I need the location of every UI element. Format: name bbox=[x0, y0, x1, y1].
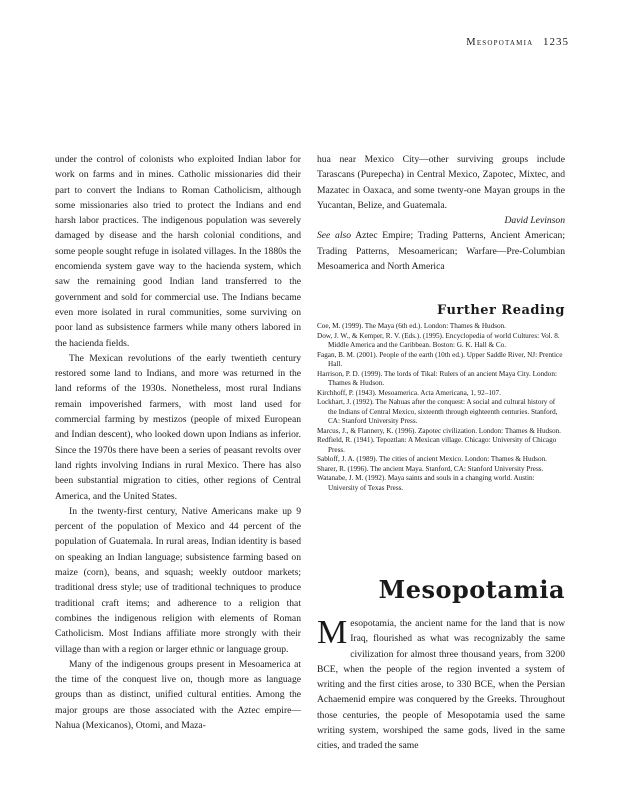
drop-cap: M bbox=[317, 614, 348, 651]
reference-item: Harrison, P. D. (1999). The lords of Tikal: Rulers of an ancient Maya City. London: Thames & Hudson. bbox=[317, 369, 557, 387]
body-paragraph: The Mexican revolutions of the early twentieth century restored some land to Indians, and more was returned in the land reforms of the 1930s. Nonetheless, most rural Indians remain impoverished farmers, with most land used for commercial farming by mestizos (people of mixed European and Indian descent), who looked down upon Indians as inferior. Since the 1970s there have been a series of peasant revolts over land rights involving Indians in rural Mexico. There has also been substantial migration to cities, other regions of Central America, and the United States. bbox=[55, 352, 301, 502]
article-first-paragraph bbox=[317, 616, 565, 754]
see-also-label: See also bbox=[317, 230, 352, 242]
reference-item: Redfield, R. (1941). Tepoztlan: A Mexican village. Chicago: University of Chicago Press. bbox=[317, 436, 557, 454]
running-header bbox=[466, 36, 569, 48]
body-paragraph: In the twenty-first century, Native Americans make up 9 percent of the population of Mexico and 44 percent of the population of Guatemala. In rural areas, Indian identity is based on speaking an Indian language; subsistence farming based on maize (corn), beans, and squash; weekly outdoor markets; traditional dress style; use of traditional techniques to produce traditional craft items; and adherence to a religion that combines the indigenous religion with elements of Roman Catholicism. Most Indians affiliate more strongly with their village than with a region or larger ethnic or language group. bbox=[55, 505, 301, 655]
body-paragraph: under the control of colonists who exploited Indian labor for work on farms and in mines. Catholic missionaries did their part to convert the Indians to Roman Catholicism, although some missionaries also tried to protect the Indians and end harsh labor practices. The indigenous population was severely damaged by disease and the harsh colonial conditions, and some people sought refuge in isolated villages. In the 1880s the encomienda system gave way to the hacienda system, which saw the remaining good Indian land transferred to the government and sold for commercial use. The Indians became even more isolated in rural communities, some surviving on poor land as subsistence farmers while many others labored in the hacienda fields. bbox=[55, 154, 301, 349]
running-title: Mesopotamia bbox=[466, 37, 534, 48]
reference-item: Lockhart, J. (1992). The Nahuas after the conquest: A social and cultural history of the Indians of Central Mexico, sixteenth through eighteenth centuries. Stanford, CA: Stanford University Press. bbox=[317, 398, 558, 425]
right-column bbox=[317, 152, 565, 274]
article-body bbox=[317, 616, 565, 754]
reference-list bbox=[317, 322, 565, 493]
reference-item: Watanabe, J. M. (1992). Maya saints and souls in a changing world. Austin: University of Texas Press. bbox=[317, 474, 535, 492]
body-paragraph-continued: hua near Mexico City—other surviving groups include Tarascans (Purepecha) in Central Mexico, Zapotec, Mixtec, and Mazatec in Oaxaca, and some twenty-one Mayan groups in the Yucantan, Belize, and Guatemala. bbox=[317, 154, 565, 211]
reference-item: Sharer, R. (1996). The ancient Maya. Stanford, CA: Stanford University Press. bbox=[317, 464, 544, 473]
reference-item: Kirchhoff, P. (1943). Mesoamerica. Acta Americana, 1, 92–107. bbox=[317, 388, 501, 397]
reference-item: Coe, M. (1999). The Maya (6th ed.). London: Thames & Hudson. bbox=[317, 322, 506, 330]
article-text: esopotamia, the ancient name for the land that is now Iraq, flourished as what was recognizably the same civilization for almost three thousand years, from 3200 BCE, when the people of the region invented a system of writing and the first cities arose, to 330 BCE, when the Persian Achaemenid empire was conquered by the Greeks. Throughout those centuries, the people of Mesopotamia used the same writing system, worshiped the same gods, lived in the same cities, and traded the same bbox=[317, 618, 565, 752]
reference-item: Dow, J. W., & Kemper, R. V. (Eds.). (1995). Encyclopedia of world Cultures: Vol. 8. Middle America and the Caribbean. Boston: G. K. Hall & Co. bbox=[317, 331, 560, 349]
article-title: Mesopotamia bbox=[378, 575, 565, 604]
further-reading-heading: Further Reading bbox=[437, 303, 565, 318]
author-signature: David Levinson bbox=[504, 215, 565, 227]
left-column bbox=[55, 152, 301, 733]
reference-item: Sabloff, J. A. (1989). The cities of ancient Mexico. London: Thames & Hudson. bbox=[317, 455, 547, 463]
page-number: 1235 bbox=[543, 36, 569, 48]
reference-item: Marcus, J., & Flannery, K. (1996). Zapotec civilization. London: Thames & Hudson. bbox=[317, 426, 561, 435]
reference-item: Fagan, B. M. (2001). People of the earth (10th ed.). Upper Saddle River, NJ: Prentice Hall. bbox=[317, 350, 563, 368]
see-also bbox=[317, 228, 565, 274]
body-paragraph: Many of the indigenous groups present in Mesoamerica at the time of the conquest live on, though more as language groups than as distinct, unified cultural entities. Among the major groups are those associated with the Aztec empire—Nahua (Mexicanos), Otomi, and Maza- bbox=[55, 658, 301, 731]
see-also-text: Aztec Empire; Trading Patterns, Ancient American; Trading Patterns, Mesoamerican; Warfare—Pre-Columbian Mesoamerica and North America bbox=[317, 230, 565, 273]
